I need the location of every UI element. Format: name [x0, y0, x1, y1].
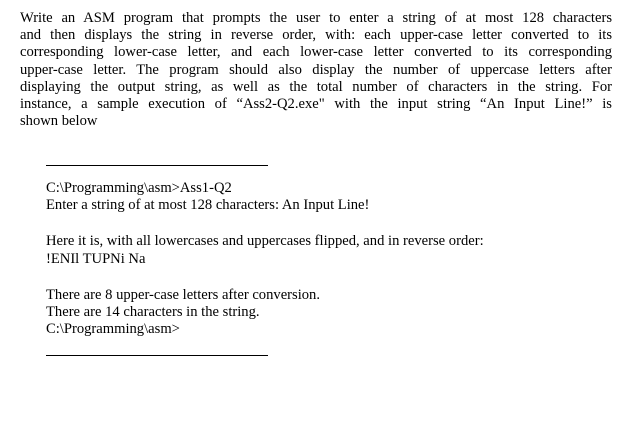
console-line: Enter a string of at most 128 characters: An Input Line! — [46, 197, 370, 214]
console-line: !ENIl TUPNi Na — [46, 250, 146, 267]
assignment-description — [20, 10, 612, 130]
console-line: Here it is, with all lowercases and uppercases flipped, and in reverse order: — [46, 233, 484, 250]
console-line: C:\Programming\asm>Ass1-Q2 — [46, 180, 232, 196]
description-line: Write an ASM program that prompts the user to enter a string of at most 128 characters — [20, 10, 612, 26]
description-line: upper-case letter. The program should also display the number of uppercase letters after — [20, 61, 612, 78]
sample-execution — [46, 180, 606, 338]
description-line: corresponding lower-case letter, and each lower-case letter converted to its corresponding — [20, 44, 612, 61]
description-line: instance, a sample execution of “Ass2-Q2.exe" with the input string “An Input Line!” is — [20, 96, 612, 113]
top-divider — [46, 165, 268, 166]
blank-line — [46, 268, 606, 287]
console-line: C:\Programming\asm> — [46, 321, 180, 338]
description-line: and then displays the string in reverse order, with: each upper-case letter converted to its — [20, 27, 612, 44]
console-line: There are 8 upper-case letters after conversion. — [46, 286, 321, 303]
description-line: displaying the output string, as well as the total number of characters in the string. For — [20, 78, 612, 95]
blank-line — [46, 214, 606, 233]
console-line: There are 14 characters in the string. — [46, 304, 260, 321]
description-line: shown below — [20, 113, 98, 130]
bottom-divider — [46, 355, 268, 356]
